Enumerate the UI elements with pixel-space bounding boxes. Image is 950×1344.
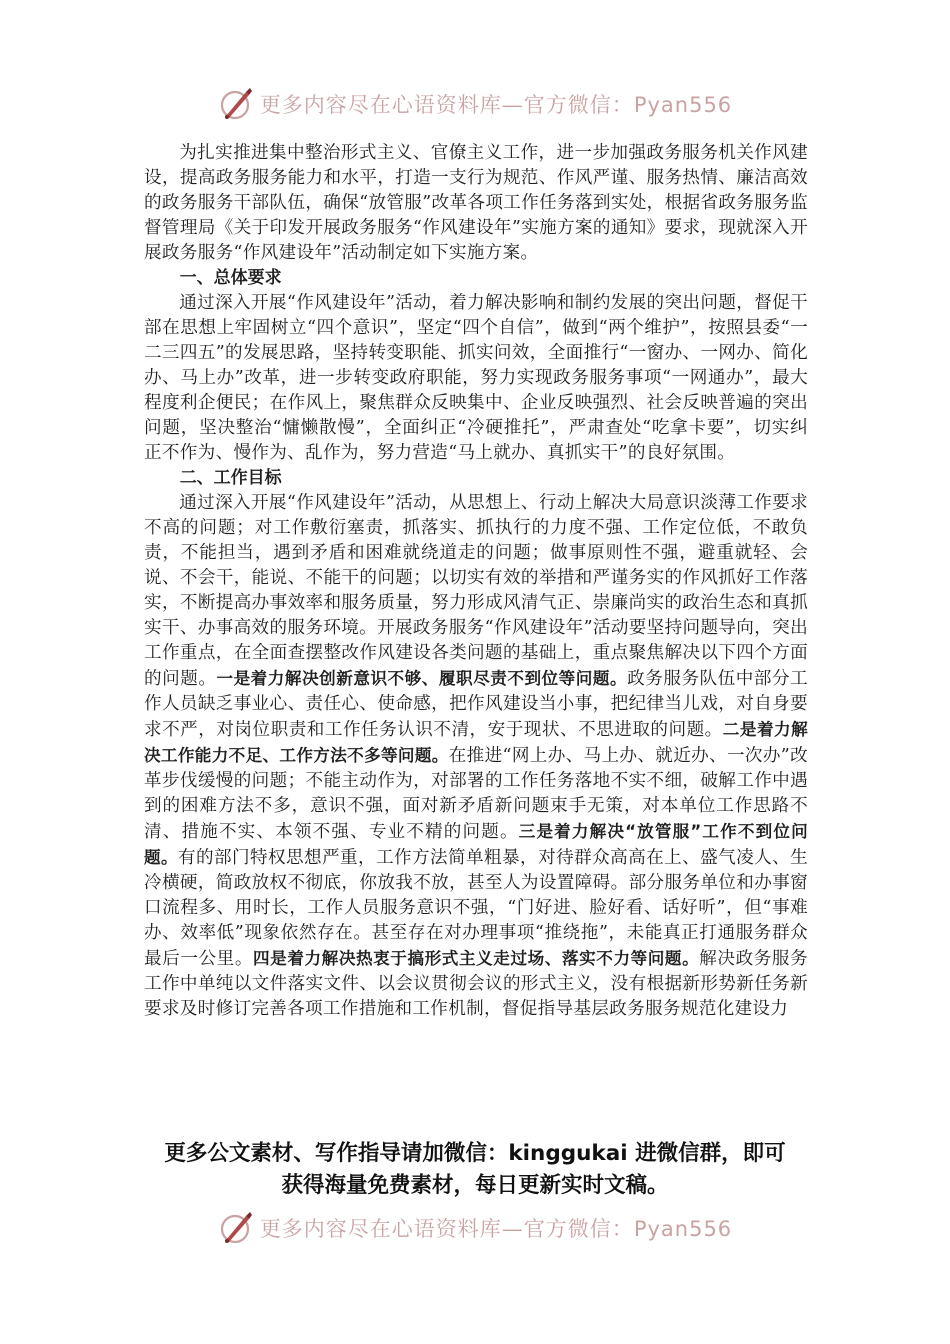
point-3-text: 有的部门特权思想严重，工作方法简单粗暴，对待群众高高在上、盛气凌人、生冷横硬，简政放权不彻底，你放我不放，甚至人为设置障碍。部分服务单位和办事窗口流程多、用时长，工作人员服务意识不强，“门好进、脸好看、话好听”，但“事难办、效率低”现象依然存在。甚至存在对办理事项“推绕拖”，未能真正打通服务群众最后一公里。 — [144, 848, 808, 969]
promo-notice-line-2: 获得海量免费素材，每日更新实时文稿。 — [281, 1173, 669, 1198]
pen-logo-icon — [218, 86, 254, 122]
promo-notice — [100, 1138, 850, 1202]
point-1-text: 政务服务队伍中部分工作人员缺乏事业心、责任心、使命感，把作风建设当小事，把纪律当儿戏，对自身要求不严，对岗位职责和工作任务认识不清，安于现状、不思进取的问题。 — [144, 669, 808, 740]
pen-logo-icon — [218, 1210, 254, 1246]
section2-paragraph — [144, 491, 808, 1022]
point-4-text: 解决政务服务工作中单纯以文件落实文件、以会议贯彻会议的形式主义，没有根据新形势新任务新要求及时修订完善各项工作措施和工作机制，督促指导基层政务服务规范化建设力 — [144, 949, 808, 1019]
section-heading-1: 一、总体要求 — [179, 268, 282, 288]
document-body — [144, 141, 808, 1022]
watermark-bottom — [0, 1208, 950, 1248]
point-4-title: 四是着力解决热衷于搞形式主义走过场、落实不力等问题。 — [253, 949, 700, 968]
watermark-text: 更多内容尽在心语资料库—官方微信：Pyan556 — [259, 93, 733, 117]
point-3-title: 三是着力解决“放管服”工作不到位问题。 — [144, 822, 808, 867]
section-heading-2: 二、工作目标 — [179, 468, 282, 488]
watermark-account: Pyan556 — [633, 1217, 733, 1241]
point-2-title: 二是着力解决工作能力不足、工作方法不多等问题。 — [144, 720, 809, 765]
section1-paragraph: 通过深入开展“作风建设年”活动，着力解决影响和制约发展的突出问题，督促干部在思想上牢固树立“四个意识”，坚定“四个自信”，做到“两个维护”，按照县委“一二三四五”的发展思路，坚持转变职能、抓实问效，全面推行“一窗办、一网办、简化办、马上办”改革，进一步转变政府职能，努力实现政务服务事项“一网通办”，最大程度利企便民；在作风上，聚焦群众反映集中、企业反映强烈、社会反映普遍的突出问题，坚决整治“慵懒散慢”，全面纠正“冷硬推托”，严肃查处“吃拿卡要”，切实纠正不作为、慢作为、乱作为，努力营造“马上就办、真抓实干”的良好氛围。 — [144, 293, 808, 463]
watermark-text: 更多内容尽在心语资料库—官方微信：Pyan556 — [259, 1217, 733, 1241]
section2-intro-text: 通过深入开展“作风建设年”活动，从思想上、行动上解决大局意识淡薄工作要求不高的问题；对工作敷衍塞责，抓落实、抓执行的力度不强、工作定位低，不敢负责，不能担当，遇到矛盾和困难就绕道走的问题；做事原则性不强，避重就轻、会说、不会干，能说、不能干的问题；以切实有效的举措和严谨务实的作风抓好工作落实，不断提高办事效率和服务质量，努力形成风清气正、崇廉尚实的政治生态和真抓实干、办事高效的服务环境。开展政务服务“作风建设年”活动要坚持问题导向，突出工作重点，在全面查摆整改作风建设各类问题的基础上，重点聚焦解决以下四个方面的问题。 — [144, 493, 808, 689]
watermark-top — [0, 84, 950, 124]
watermark-account: Pyan556 — [633, 93, 733, 117]
point-1-title: 一是着力解决创新意识不够、履职尽责不到位等问题。 — [216, 669, 628, 688]
point-2-text: 在推进“网上办、马上办、就近办、一次办”改革步伐缓慢的问题；不能主动作为，对部署的工作任务落地不实不细，破解工作中遇到的困难方法不多，意识不强，面对新矛盾新问题束手无策，对本单位工作思路不清、措施不实、本领不强、专业不精的问题。 — [144, 746, 808, 842]
intro-paragraph: 为扎实推进集中整治形式主义、官僚主义工作，进一步加强政务服务机关作风建设，提高政务服务能力和水平，打造一支行为规范、作风严谨、服务热情、廉洁高效的政务服务干部队伍，确保“放管服”改革各项工作任务落到实处，根据省政务服务监督管理局《关于印发开展政务服务“作风建设年”实施方案的通知》要求，现就深入开展政务服务“作风建设年”活动制定如下实施方案。 — [144, 143, 808, 263]
promo-notice-line-1: 更多公文素材、写作指导请加微信：kinggukai 进微信群，即可 — [164, 1141, 786, 1166]
